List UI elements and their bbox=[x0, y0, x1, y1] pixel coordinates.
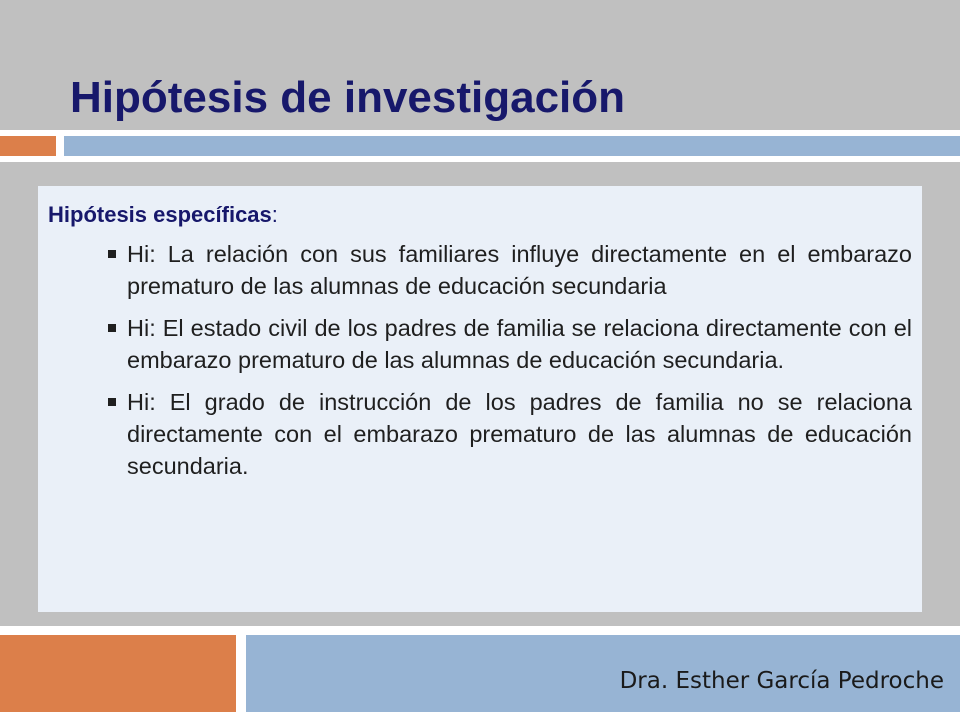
square-bullet-icon bbox=[108, 398, 116, 406]
hypothesis-item bbox=[48, 238, 912, 302]
hypothesis-text: Hi: El grado de instrucción de los padres de familia no se relaciona directamente con el embarazo prematuro de las alumnas de educación secundaria. bbox=[127, 389, 912, 479]
slide-title: Hipótesis de investigación bbox=[70, 73, 626, 122]
hypothesis-text: Hi: La relación con sus familiares influye directamente en el embarazo prematuro de las alumnas de educación secundaria bbox=[127, 241, 912, 299]
square-bullet-icon bbox=[108, 324, 116, 332]
hypothesis-text: Hi: El estado civil de los padres de familia se relaciona directamente con el embarazo prematuro de las alumnas de educación secundaria. bbox=[127, 315, 912, 373]
square-bullet-icon bbox=[108, 250, 116, 258]
top-orange-accent bbox=[0, 136, 56, 156]
hypothesis-list bbox=[48, 238, 912, 482]
section-heading bbox=[48, 198, 912, 232]
hypothesis-item bbox=[48, 312, 912, 376]
author-name: Dra. Esther García Pedroche bbox=[619, 668, 944, 694]
content-box bbox=[38, 186, 922, 612]
section-heading-text: Hipótesis específicas bbox=[48, 202, 272, 227]
hypothesis-item bbox=[48, 386, 912, 482]
top-blue-accent bbox=[64, 136, 960, 156]
footer-orange-block bbox=[0, 635, 236, 712]
section-heading-colon: : bbox=[271, 202, 278, 227]
